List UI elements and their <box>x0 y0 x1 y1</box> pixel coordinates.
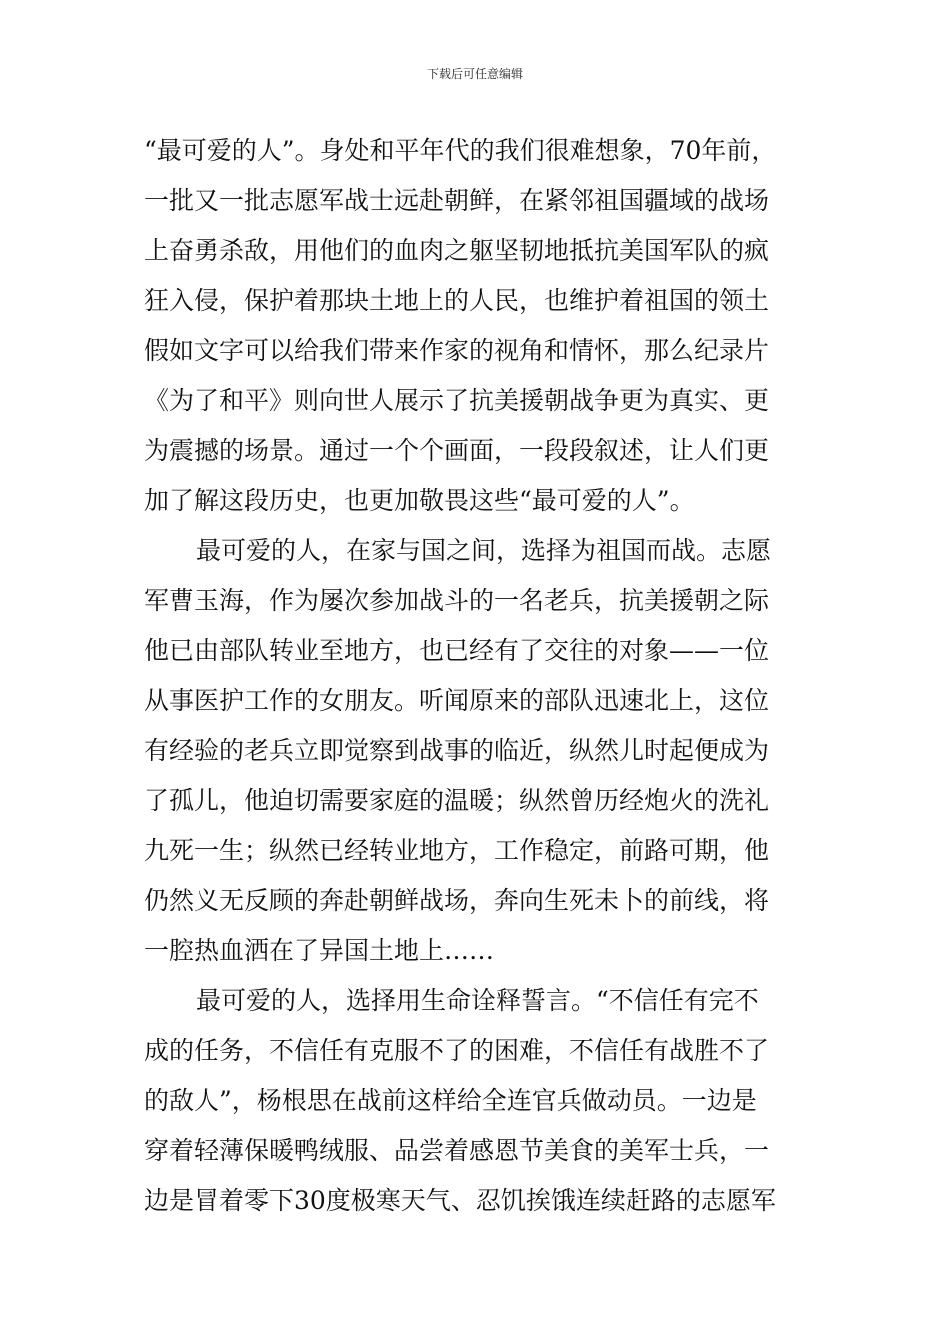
text-line: 从事医护工作的女朋友。听闻原来的部队迅速北上，这位 <box>144 686 770 715</box>
text-line: 加了解这段历史，也更加敬畏这些“最可爱的人”。 <box>144 486 695 515</box>
text-line: 成的任务，不信任有克服不了的困难，不信任有战胜不了 <box>144 1036 770 1065</box>
paragraph-start-line: 最可爱的人，在家与国之间，选择为祖国而战。志愿 <box>196 536 772 565</box>
page-header: 下载后可任意编辑 <box>426 67 523 81</box>
text-line: 为震撼的场景。通过一个个画面，一段段叙述，让人们更 <box>144 436 770 465</box>
text-line: 仍然义无反顾的奔赴朝鲜战场，奔向生死未卜的前线，将 <box>144 886 770 915</box>
text-line: 的敌人”，杨根思在战前这样给全连官兵做动员。一边是 <box>144 1086 757 1115</box>
text-line: 军曹玉海，作为屡次参加战斗的一名老兵，抗美援朝之际 <box>144 586 770 615</box>
text-line: 有经验的老兵立即觉察到战事的临近，纵然儿时起便成为 <box>144 736 770 765</box>
paragraph-start-line: 最可爱的人，选择用生命诠释誓言。“不信任有完不 <box>196 986 759 1015</box>
text-line: 了孤儿，他迫切需要家庭的温暖；纵然曾历经炮火的洗礼 <box>144 786 770 815</box>
text-line: 穿着轻薄保暖鸭绒服、品尝着感恩节美食的美军士兵，一 <box>144 1136 770 1165</box>
text-line: 九死一生；纵然已经转业地方，工作稳定，前路可期，他 <box>144 836 770 865</box>
text-line: “最可爱的人”。身处和平年代的我们很难想象，70年前， <box>144 136 777 165</box>
text-line: 他已由部队转业至地方，也已经有了交往的对象——一位 <box>144 636 770 665</box>
text-line: 上奋勇杀敌，用他们的血肉之躯坚韧地抵抗美国军队的疯 <box>144 236 770 265</box>
text-line: 一批又一批志愿军战士远赴朝鲜，在紧邻祖国疆域的战场 <box>144 186 770 215</box>
body-text <box>144 126 824 1226</box>
text-line: 边是冒着零下30度极寒天气、忍饥挨饿连续赶路的志愿军 <box>144 1186 776 1215</box>
text-line: 狂入侵，保护着那块土地上的人民，也维护着祖国的领土 <box>144 286 770 315</box>
text-line: 《为了和平》则向世人展示了抗美援朝战争更为真实、更 <box>144 386 770 415</box>
text-line: 一腔热血洒在了异国土地上…… <box>144 936 495 965</box>
text-line: 假如文字可以给我们带来作家的视角和情怀，那么纪录片 <box>144 336 770 365</box>
